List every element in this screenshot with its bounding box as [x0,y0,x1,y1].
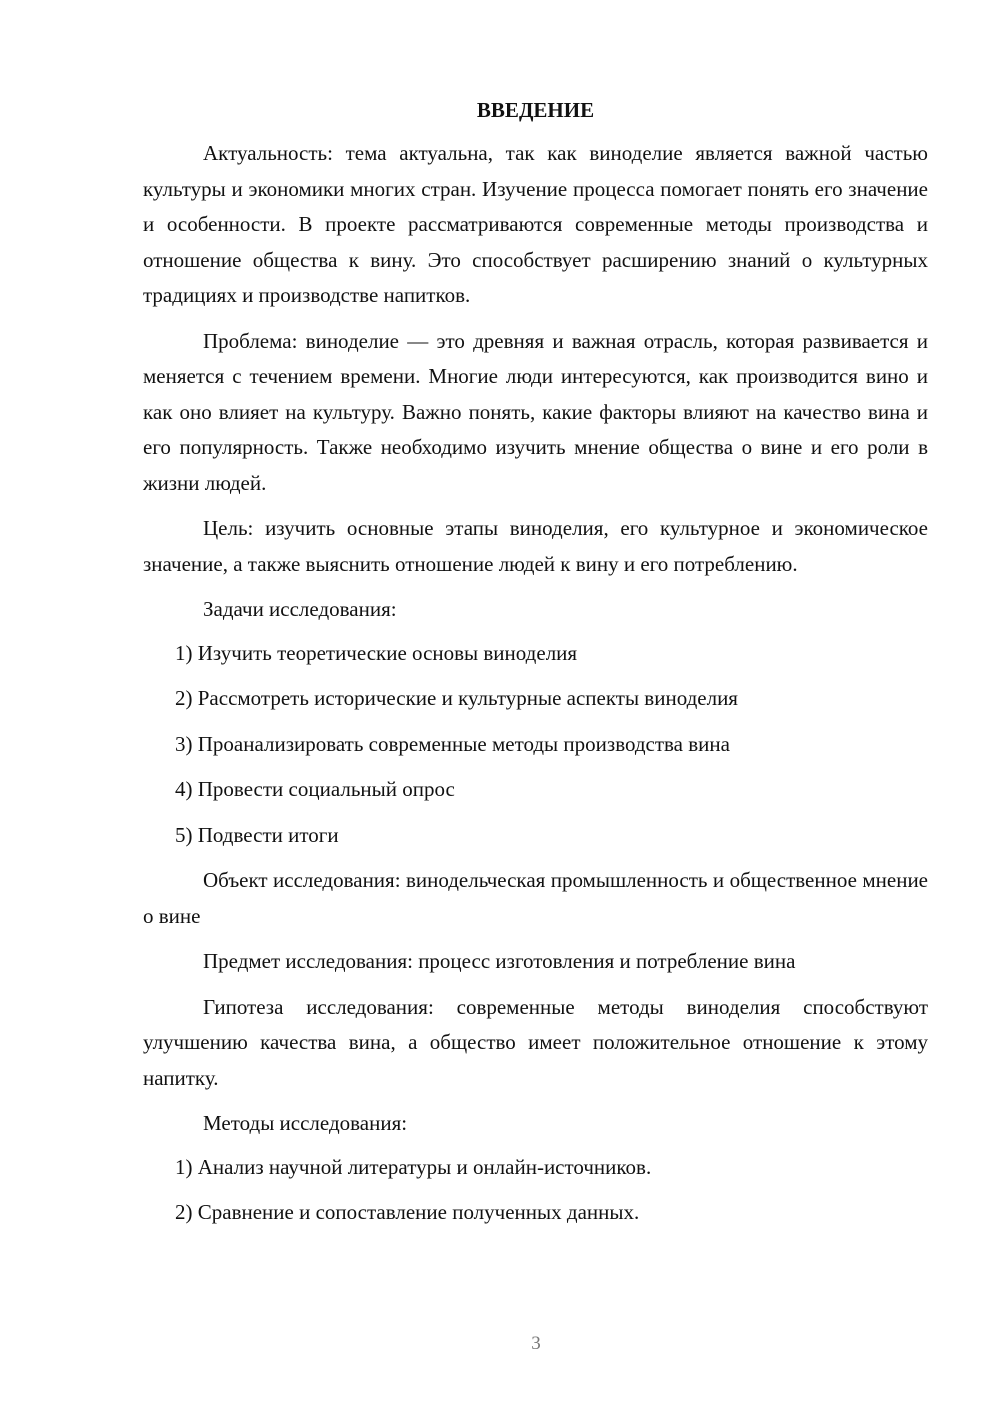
list-item: 2) Рассмотреть исторические и культурные аспекты виноделия [175,686,738,710]
page-title: ВВЕДЕНИЕ [476,98,595,122]
subject-paragraph: Предмет исследования: процесс изготовления и потребление вина [203,949,796,973]
object-paragraph: Объект исследования: винодельческая промышленность и общественное мнение о вине [143,868,928,928]
relevance-paragraph: Актуальность: тема актуальна, так как виноделие является важной частью культуры и экономики многих стран. Изучение процесса помогает понять его значение и особенности. В проекте рассматриваются современные методы производства и отношение общества к вину. Это способствует расширению знаний о культурных традициях и производстве напитков. [143,141,928,307]
tasks-heading: Задачи исследования: [203,597,397,621]
list-item: 2) Сравнение и сопоставление полученных данных. [175,1200,640,1224]
document-page [143,96,928,1241]
list-item: 1) Анализ научной литературы и онлайн-источников. [175,1154,652,1179]
problem-paragraph: Проблема: виноделие — это древняя и важная отрасль, которая развивается и меняется с течением времени. Многие люди интересуются, как производится вино и как оно влияет на культуру. Важно понять, какие факторы влияют на качество вина и его популярность. Также необходимо изучить мнение общества о вине и его роли в жизни людей. [143,328,928,495]
methods-heading: Методы исследования: [203,1111,408,1135]
list-item: 4) Провести социальный опрос [175,777,455,801]
methods-list [143,1150,928,1231]
tasks-list [143,636,928,854]
page-number: 3 [531,1333,541,1354]
goal-paragraph: Цель: изучить основные этапы виноделия, его культурное и экономическое значение, а также выяснить отношение людей к вину и его потреблению. [143,516,928,576]
list-item: 1) Изучить теоретические основы виноделия [175,640,578,665]
list-item: 5) Подвести итоги [175,822,339,847]
list-item: 3) Проанализировать современные методы производства вина [175,731,730,756]
hypothesis-paragraph: Гипотеза исследования: современные методы виноделия способствуют улучшению качества вина, а общество имеет положительное отношение к этому напитку. [143,994,928,1090]
